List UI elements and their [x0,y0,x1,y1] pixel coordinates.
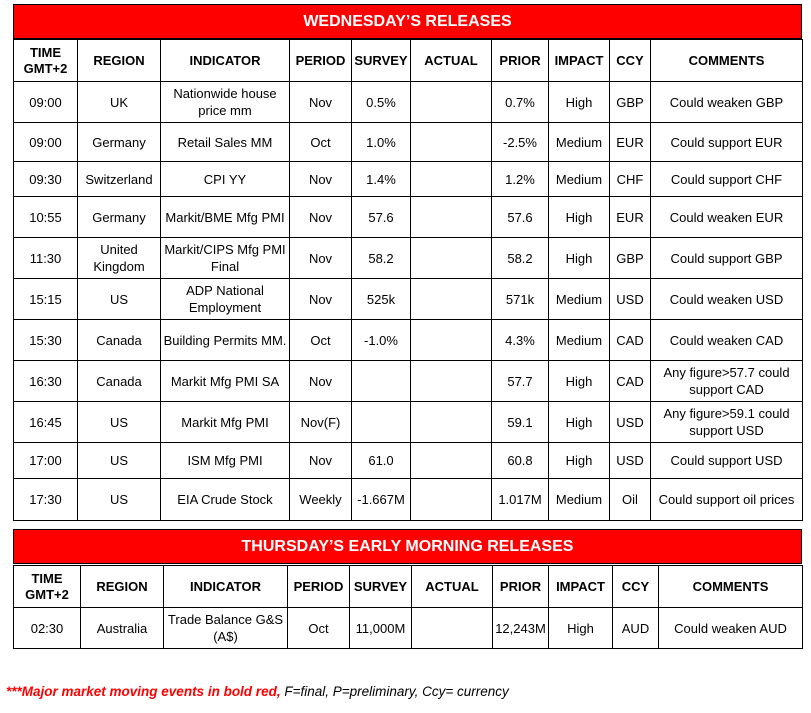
cell-period: Nov [290,162,352,197]
cell-survey: 0.5% [352,82,411,123]
header-ccy: CCY [613,566,659,608]
cell-impact: High [549,361,610,402]
cell-comments: Could weaken EUR [651,197,803,238]
header-period: PERIOD [288,566,350,608]
cell-comments: Could support GBP [651,238,803,279]
cell-comments: Could support USD [651,443,803,479]
header-time: TIME GMT+2 [14,40,78,82]
cell-region: Canada [78,361,161,402]
cell-actual [411,238,492,279]
cell-region: US [78,402,161,443]
cell-region: US [78,279,161,320]
footer-legend: F=final, P=preliminary, Ccy= currency [280,684,509,699]
thursday-title: THURSDAY’S EARLY MORNING RELEASES [241,538,574,555]
cell-survey: -1.0% [352,320,411,361]
cell-ccy: USD [610,443,651,479]
cell-indicator: Markit/CIPS Mfg PMI Final [161,238,290,279]
cell-impact: High [549,443,610,479]
header-region: REGION [81,566,164,608]
cell-actual [411,162,492,197]
cell-region: Germany [78,197,161,238]
cell-actual [411,402,492,443]
cell-actual [411,197,492,238]
cell-impact: Medium [549,162,610,197]
cell-ccy: GBP [610,82,651,123]
cell-comments: Any figure>59.1 could support USD [651,402,803,443]
header-survey: SURVEY [350,566,412,608]
table-row [14,402,803,443]
cell-comments: Could support EUR [651,123,803,162]
table-row [14,608,803,649]
cell-prior: 59.1 [492,402,549,443]
cell-comments: Could support CHF [651,162,803,197]
cell-actual [412,608,493,649]
cell-ccy: USD [610,279,651,320]
cell-time: 15:30 [14,320,78,361]
cell-time: 09:00 [14,123,78,162]
cell-ccy: USD [610,402,651,443]
header-time: TIME GMT+2 [14,566,81,608]
table-row [14,279,803,320]
footer-highlight: ***Major market moving events in bold red, [6,684,281,699]
cell-period: Nov [290,361,352,402]
cell-period: Oct [288,608,350,649]
header-comments: COMMENTS [659,566,803,608]
cell-period: Nov [290,443,352,479]
cell-region: Canada [78,320,161,361]
cell-prior: 571k [492,279,549,320]
cell-ccy: EUR [610,197,651,238]
cell-comments: Could weaken AUD [659,608,803,649]
table-row [14,443,803,479]
cell-impact: High [549,82,610,123]
table-row [14,361,803,402]
header-ccy: CCY [610,40,651,82]
table-row [14,162,803,197]
cell-comments: Could weaken GBP [651,82,803,123]
cell-survey: 58.2 [352,238,411,279]
table-row [14,197,803,238]
cell-indicator: Markit Mfg PMI [161,402,290,443]
cell-survey: 57.6 [352,197,411,238]
cell-impact: Medium [549,320,610,361]
cell-survey: 61.0 [352,443,411,479]
cell-time: 17:30 [14,479,78,521]
cell-region: United Kingdom [78,238,161,279]
cell-ccy: GBP [610,238,651,279]
cell-impact: Medium [549,279,610,320]
cell-comments: Any figure>57.7 could support CAD [651,361,803,402]
cell-actual [411,361,492,402]
cell-region: Australia [81,608,164,649]
cell-time: 10:55 [14,197,78,238]
cell-prior: 4.3% [492,320,549,361]
wednesday-releases-table [13,39,803,521]
cell-survey: 1.4% [352,162,411,197]
thursday-banner [13,529,802,564]
cell-indicator: CPI YY [161,162,290,197]
cell-prior: 0.7% [492,82,549,123]
cell-indicator: Building Permits MM. [161,320,290,361]
header-actual: ACTUAL [411,40,492,82]
header-indicator: INDICATOR [161,40,290,82]
cell-indicator: ISM Mfg PMI [161,443,290,479]
cell-impact: Medium [549,479,610,521]
cell-ccy: EUR [610,123,651,162]
cell-prior: -2.5% [492,123,549,162]
cell-indicator: Retail Sales MM [161,123,290,162]
header-period: PERIOD [290,40,352,82]
cell-time: 17:00 [14,443,78,479]
table-row [14,82,803,123]
cell-region: US [78,479,161,521]
cell-indicator: Markit/BME Mfg PMI [161,197,290,238]
cell-region: Germany [78,123,161,162]
cell-indicator: ADP National Employment [161,279,290,320]
cell-impact: High [549,402,610,443]
cell-prior: 58.2 [492,238,549,279]
cell-period: Nov [290,197,352,238]
cell-ccy: CHF [610,162,651,197]
cell-comments: Could weaken CAD [651,320,803,361]
cell-survey: 11,000M [350,608,412,649]
cell-actual [411,279,492,320]
cell-indicator: EIA Crude Stock [161,479,290,521]
cell-period: Nov(F) [290,402,352,443]
cell-actual [411,123,492,162]
cell-period: Weekly [290,479,352,521]
cell-time: 16:45 [14,402,78,443]
cell-region: Switzerland [78,162,161,197]
cell-period: Nov [290,279,352,320]
cell-prior: 1.2% [492,162,549,197]
header-prior: PRIOR [492,40,549,82]
cell-prior: 57.6 [492,197,549,238]
cell-actual [411,479,492,521]
table-row [14,123,803,162]
cell-time: 16:30 [14,361,78,402]
cell-survey [352,402,411,443]
wednesday-title: WEDNESDAY’S RELEASES [303,13,512,30]
wednesday-banner [13,4,802,39]
cell-actual [411,320,492,361]
header-actual: ACTUAL [412,566,493,608]
header-comments: COMMENTS [651,40,803,82]
footer-note [6,684,509,699]
cell-indicator: Trade Balance G&S (A$) [164,608,288,649]
cell-ccy: AUD [613,608,659,649]
cell-prior: 12,243M [493,608,549,649]
cell-comments: Could weaken USD [651,279,803,320]
cell-region: UK [78,82,161,123]
thursday-releases-table [13,565,803,649]
cell-impact: High [549,238,610,279]
cell-time: 09:00 [14,82,78,123]
cell-ccy: CAD [610,361,651,402]
cell-period: Nov [290,238,352,279]
cell-survey: 525k [352,279,411,320]
cell-period: Oct [290,123,352,162]
table-row [14,479,803,521]
cell-indicator: Nationwide house price mm [161,82,290,123]
header-impact: IMPACT [549,566,613,608]
cell-time: 15:15 [14,279,78,320]
cell-impact: Medium [549,123,610,162]
cell-impact: High [549,608,613,649]
header-impact: IMPACT [549,40,610,82]
cell-period: Oct [290,320,352,361]
cell-survey: 1.0% [352,123,411,162]
cell-actual [411,443,492,479]
cell-prior: 60.8 [492,443,549,479]
cell-time: 09:30 [14,162,78,197]
header-indicator: INDICATOR [164,566,288,608]
cell-survey [352,361,411,402]
cell-region: US [78,443,161,479]
table-row [14,238,803,279]
header-region: REGION [78,40,161,82]
cell-impact: High [549,197,610,238]
table-row [14,320,803,361]
cell-prior: 1.017M [492,479,549,521]
cell-time: 02:30 [14,608,81,649]
cell-indicator: Markit Mfg PMI SA [161,361,290,402]
cell-ccy: Oil [610,479,651,521]
cell-period: Nov [290,82,352,123]
cell-ccy: CAD [610,320,651,361]
header-prior: PRIOR [493,566,549,608]
cell-prior: 57.7 [492,361,549,402]
cell-comments: Could support oil prices [651,479,803,521]
cell-actual [411,82,492,123]
cell-time: 11:30 [14,238,78,279]
header-survey: SURVEY [352,40,411,82]
cell-survey: -1.667M [352,479,411,521]
